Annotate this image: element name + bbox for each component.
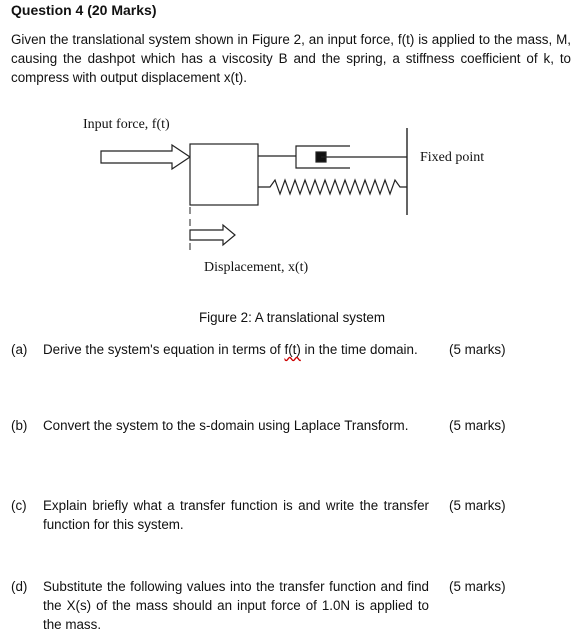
question-title: Question 4 (20 Marks) bbox=[11, 2, 157, 18]
part-letter: (c) bbox=[11, 498, 27, 513]
part-c bbox=[11, 496, 571, 536]
part-text: Explain briefly what a transfer function is and write the transfer function for this system. bbox=[43, 498, 429, 532]
dashpot bbox=[258, 146, 407, 168]
input-force-arrow-icon bbox=[101, 145, 190, 169]
part-letter: (b) bbox=[11, 418, 28, 433]
input-force-label: Input force, f(t) bbox=[83, 117, 170, 132]
part-marks: (5 marks) bbox=[449, 342, 506, 357]
translational-system-figure bbox=[80, 112, 510, 287]
fixed-point-label: Fixed point bbox=[420, 150, 485, 165]
part-b bbox=[11, 416, 571, 456]
part-text: Substitute the following values into the transfer function and find the X(s) of the mass should an input force of 1.0N is applied to the mass. bbox=[43, 579, 429, 632]
part-text: Derive the system's equation in terms of f(t) in the time domain. bbox=[43, 342, 418, 357]
spring bbox=[258, 180, 407, 194]
part-letter: (d) bbox=[11, 579, 28, 594]
part-marks: (5 marks) bbox=[449, 498, 506, 513]
part-text: Convert the system to the s-domain using Laplace Transform. bbox=[43, 418, 409, 433]
part-d bbox=[11, 577, 571, 637]
figure-caption: Figure 2: A translational system bbox=[198, 310, 386, 325]
part-marks: (5 marks) bbox=[449, 418, 506, 433]
displacement-arrow-icon bbox=[190, 225, 235, 245]
mass-block bbox=[190, 144, 258, 205]
part-marks: (5 marks) bbox=[449, 579, 506, 594]
system-diagram bbox=[80, 112, 510, 287]
displacement-label: Displacement, x(t) bbox=[204, 260, 309, 275]
part-a bbox=[11, 340, 571, 380]
flagged-word: f(t) bbox=[284, 342, 301, 357]
intro-paragraph: Given the translational system shown in Figure 2, an input force, f(t) is applied to the mass, M, causing the dashpot which has a viscosity B and the spring, a stiffness coefficient of k, to compress with output displacement x(t). bbox=[11, 32, 571, 85]
part-letter: (a) bbox=[11, 342, 28, 357]
